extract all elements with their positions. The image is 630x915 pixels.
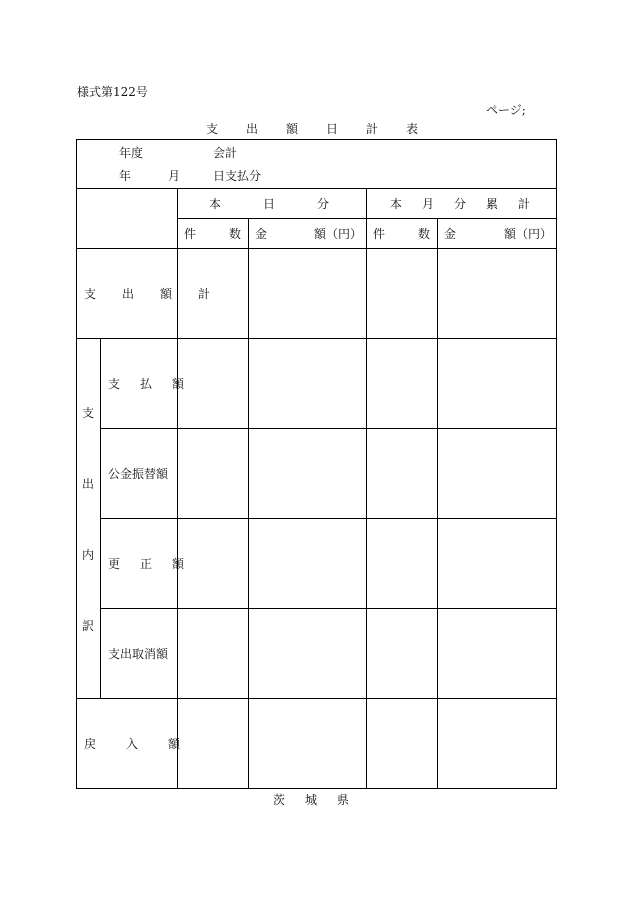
row-refund-label: 戻 入 額: [84, 737, 183, 751]
day-payment-label: 日支払分: [213, 169, 262, 183]
today-amount-label2: 額（円）: [314, 227, 363, 241]
row-correction-label: 更 正 額: [108, 557, 189, 571]
form-number: 様式第122号: [77, 85, 148, 99]
page-label: ページ;: [486, 103, 526, 117]
account-label: 会計: [213, 146, 238, 160]
breakdown-char-4: 訳: [82, 619, 95, 633]
month-group-header: 本 月 分 累 計: [389, 197, 535, 211]
year-label: 年度: [119, 146, 144, 160]
year2-label: 年: [119, 169, 132, 183]
document-title: 支 出 額 日 計 表: [205, 122, 427, 136]
today-amount-label: 金: [255, 227, 268, 241]
month-amount-label2: 額（円）: [504, 227, 553, 241]
row-payment-label: 支 払 額: [108, 377, 189, 391]
breakdown-char-2: 出: [82, 477, 95, 491]
today-count-label2: 数: [229, 227, 242, 241]
month-label: 月: [168, 169, 181, 183]
row-cancel-label: 支出取消額: [108, 647, 169, 661]
month-amount-label: 金: [444, 227, 457, 241]
month-count-label2: 数: [418, 227, 431, 241]
today-count-label: 件: [184, 227, 197, 241]
breakdown-char-1: 支: [82, 406, 95, 420]
breakdown-char-3: 内: [82, 548, 95, 562]
footer-prefecture: 茨 城 県: [272, 793, 354, 807]
today-group-header: 本 日 分: [208, 197, 336, 211]
row-total-label: 支 出 額 計: [84, 287, 218, 301]
month-count-label: 件: [373, 227, 386, 241]
row-transfer-label: 公金振替額: [108, 467, 169, 481]
